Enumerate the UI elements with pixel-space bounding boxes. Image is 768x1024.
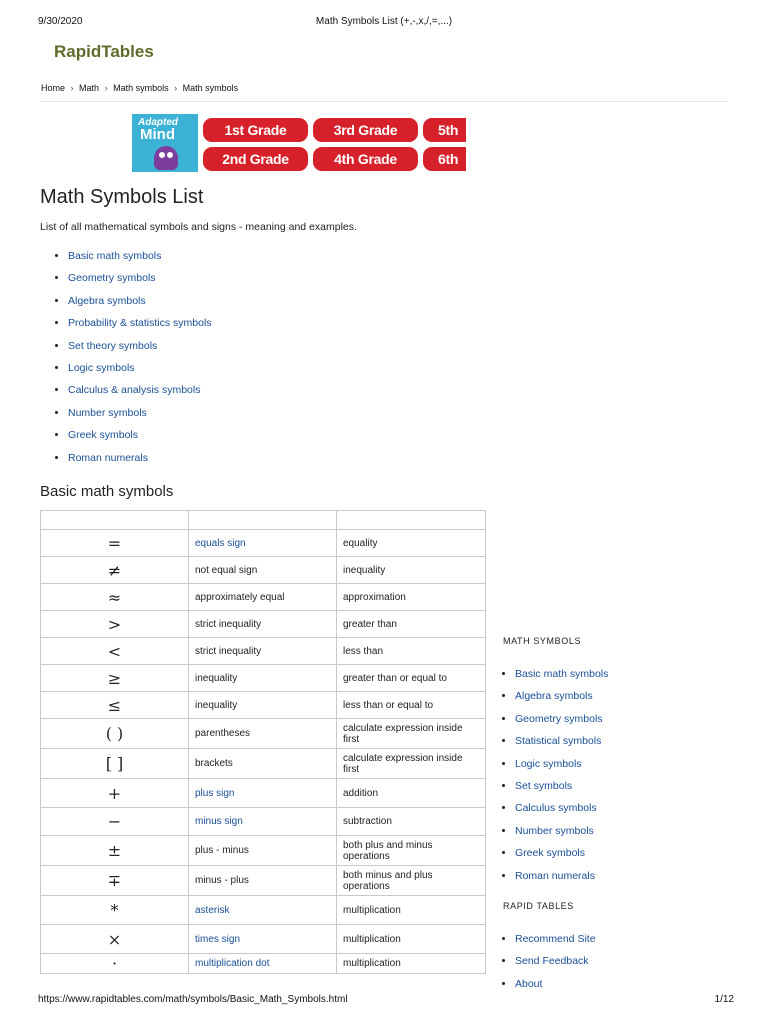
table-row [41, 866, 486, 896]
symbol-cell: ≥ [41, 665, 189, 692]
symbol-name-cell: brackets [189, 749, 337, 779]
symbol-name-cell: minus - plus [189, 866, 337, 896]
table-header-row [41, 511, 486, 530]
print-url: https://www.rapidtables.com/math/symbols/Basic_Math_Symbols.html [38, 994, 348, 1005]
symbol-meaning-cell: equality [337, 530, 486, 557]
ad-button-2nd-grade[interactable]: 2nd Grade [203, 147, 308, 171]
ad-logo [132, 114, 198, 172]
symbol-meaning-cell: inequality [337, 557, 486, 584]
toc-link[interactable]: • Set theory symbols [68, 340, 212, 362]
site-logo[interactable]: RapidTables [54, 42, 154, 61]
breadcrumb [41, 83, 238, 93]
table-header-cell [189, 511, 337, 530]
table-row [41, 954, 486, 974]
symbol-cell: ≤ [41, 692, 189, 719]
table-row [41, 638, 486, 665]
symbol-cell: ∓ [41, 866, 189, 896]
symbol-meaning-cell: less than or equal to [337, 692, 486, 719]
symbol-meaning-cell: multiplication [337, 925, 486, 954]
monster-mascot-icon [154, 146, 178, 170]
symbol-cell: ( ) [41, 719, 189, 749]
symbols-table [40, 510, 486, 974]
symbol-meaning-cell: multiplication [337, 896, 486, 925]
symbol-name-cell: strict inequality [189, 611, 337, 638]
table-row [41, 925, 486, 954]
table-header-cell [337, 511, 486, 530]
symbol-cell: ≈ [41, 584, 189, 611]
header-divider [40, 101, 728, 102]
table-row [41, 665, 486, 692]
sidebar-rapid-tables [500, 933, 596, 1000]
table-row [41, 749, 486, 779]
symbol-cell: · [41, 954, 189, 974]
symbol-name-link[interactable]: multiplication dot [189, 954, 337, 974]
symbol-meaning-cell: addition [337, 779, 486, 808]
sidebar-link[interactable]: • Recommend Site [515, 933, 596, 955]
toc-link[interactable]: • Geometry symbols [68, 272, 212, 294]
symbol-name-link[interactable]: times sign [189, 925, 337, 954]
breadcrumb-math[interactable]: Math [79, 83, 100, 93]
sidebar-link[interactable]: • Calculus symbols [515, 802, 608, 824]
symbol-meaning-cell: multiplication [337, 954, 486, 974]
sidebar-link[interactable]: • Set symbols [515, 780, 608, 802]
sidebar-math-symbols [500, 668, 608, 892]
ad-logo-line1: Adapted [138, 117, 178, 128]
breadcrumb-separator: › [70, 83, 74, 93]
symbol-cell: > [41, 611, 189, 638]
toc-link[interactable]: • Number symbols [68, 407, 212, 429]
toc-link[interactable]: • Calculus & analysis symbols [68, 384, 212, 406]
ad-button-3rd-grade[interactable]: 3rd Grade [313, 118, 418, 142]
sidebar-heading-math-symbols: MATH SYMBOLS [503, 636, 582, 646]
toc-link[interactable]: • Algebra symbols [68, 295, 212, 317]
toc-link[interactable]: • Greek symbols [68, 429, 212, 451]
symbol-name-cell: plus - minus [189, 836, 337, 866]
print-title: Math Symbols List (+,-,x,/,=,...) [315, 16, 453, 27]
breadcrumb-separator: › [174, 83, 178, 93]
symbol-name-cell: inequality [189, 692, 337, 719]
symbol-meaning-cell: approximation [337, 584, 486, 611]
symbol-cell: − [41, 808, 189, 836]
symbol-cell: = [41, 530, 189, 557]
symbol-cell: < [41, 638, 189, 665]
breadcrumb-math-symbols[interactable]: Math symbols [113, 83, 169, 93]
table-row [41, 692, 486, 719]
ad-button-1st-grade[interactable]: 1st Grade [203, 118, 308, 142]
symbol-cell: + [41, 779, 189, 808]
sidebar-link[interactable]: • Algebra symbols [515, 690, 608, 712]
table-header-cell [41, 511, 189, 530]
ad-logo-line2: Mind [140, 126, 175, 143]
table-row [41, 719, 486, 749]
symbol-meaning-cell: both minus and plus operations [337, 866, 486, 896]
advertisement-banner[interactable] [132, 114, 466, 172]
symbol-cell: × [41, 925, 189, 954]
symbol-cell: [ ] [41, 749, 189, 779]
table-row [41, 584, 486, 611]
symbol-name-link[interactable]: asterisk [189, 896, 337, 925]
table-row [41, 557, 486, 584]
symbol-name-link[interactable]: plus sign [189, 779, 337, 808]
sidebar-link[interactable]: • Logic symbols [515, 758, 608, 780]
sidebar-link[interactable]: • Geometry symbols [515, 713, 608, 735]
table-row [41, 611, 486, 638]
symbol-name-link[interactable]: equals sign [189, 530, 337, 557]
print-date: 9/30/2020 [38, 16, 83, 27]
toc-link[interactable]: • Probability & statistics symbols [68, 317, 212, 339]
table-row [41, 530, 486, 557]
symbol-cell: * [41, 896, 189, 925]
symbol-name-cell: inequality [189, 665, 337, 692]
breadcrumb-current[interactable]: Math symbols [182, 83, 239, 93]
sidebar-link[interactable]: • Number symbols [515, 825, 608, 847]
table-of-contents [52, 250, 212, 474]
sidebar-link[interactable]: • Greek symbols [515, 847, 608, 869]
symbol-meaning-cell: both plus and minus operations [337, 836, 486, 866]
symbol-meaning-cell: greater than or equal to [337, 665, 486, 692]
symbol-name-link[interactable]: minus sign [189, 808, 337, 836]
sidebar-link[interactable]: • Basic math symbols [515, 668, 608, 690]
table-row [41, 779, 486, 808]
symbol-meaning-cell: calculate expression inside first [337, 719, 486, 749]
table-row [41, 896, 486, 925]
print-page-number: 1/12 [714, 994, 734, 1005]
table-row [41, 808, 486, 836]
sidebar-heading-rapid-tables: RAPID TABLES [503, 901, 574, 911]
symbol-meaning-cell: greater than [337, 611, 486, 638]
symbol-cell: ± [41, 836, 189, 866]
ad-button-4th-grade[interactable]: 4th Grade [313, 147, 418, 171]
symbol-name-cell: not equal sign [189, 557, 337, 584]
toc-link[interactable]: • Logic symbols [68, 362, 212, 384]
sidebar-link[interactable]: • Statistical symbols [515, 735, 608, 757]
symbol-meaning-cell: subtraction [337, 808, 486, 836]
breadcrumb-home[interactable]: Home [41, 83, 66, 93]
page-title: Math Symbols List [40, 186, 204, 208]
sidebar-link[interactable]: • Roman numerals [515, 870, 608, 892]
symbol-meaning-cell: less than [337, 638, 486, 665]
symbol-name-cell: parentheses [189, 719, 337, 749]
sidebar-link[interactable]: • About [515, 978, 596, 1000]
symbol-name-cell: strict inequality [189, 638, 337, 665]
ad-button-6th-grade[interactable]: 6th [423, 147, 466, 171]
ad-button-5th-grade[interactable]: 5th [423, 118, 466, 142]
section-title: Basic math symbols [40, 483, 174, 500]
symbol-meaning-cell: calculate expression inside first [337, 749, 486, 779]
intro-text: List of all mathematical symbols and signs - meaning and examples. [40, 221, 357, 233]
symbol-cell: ≠ [41, 557, 189, 584]
breadcrumb-separator: › [104, 83, 108, 93]
symbol-name-cell: approximately equal [189, 584, 337, 611]
toc-link[interactable]: • Basic math symbols [68, 250, 212, 272]
toc-link[interactable]: • Roman numerals [68, 452, 212, 474]
table-row [41, 836, 486, 866]
sidebar-link[interactable]: • Send Feedback [515, 955, 596, 977]
